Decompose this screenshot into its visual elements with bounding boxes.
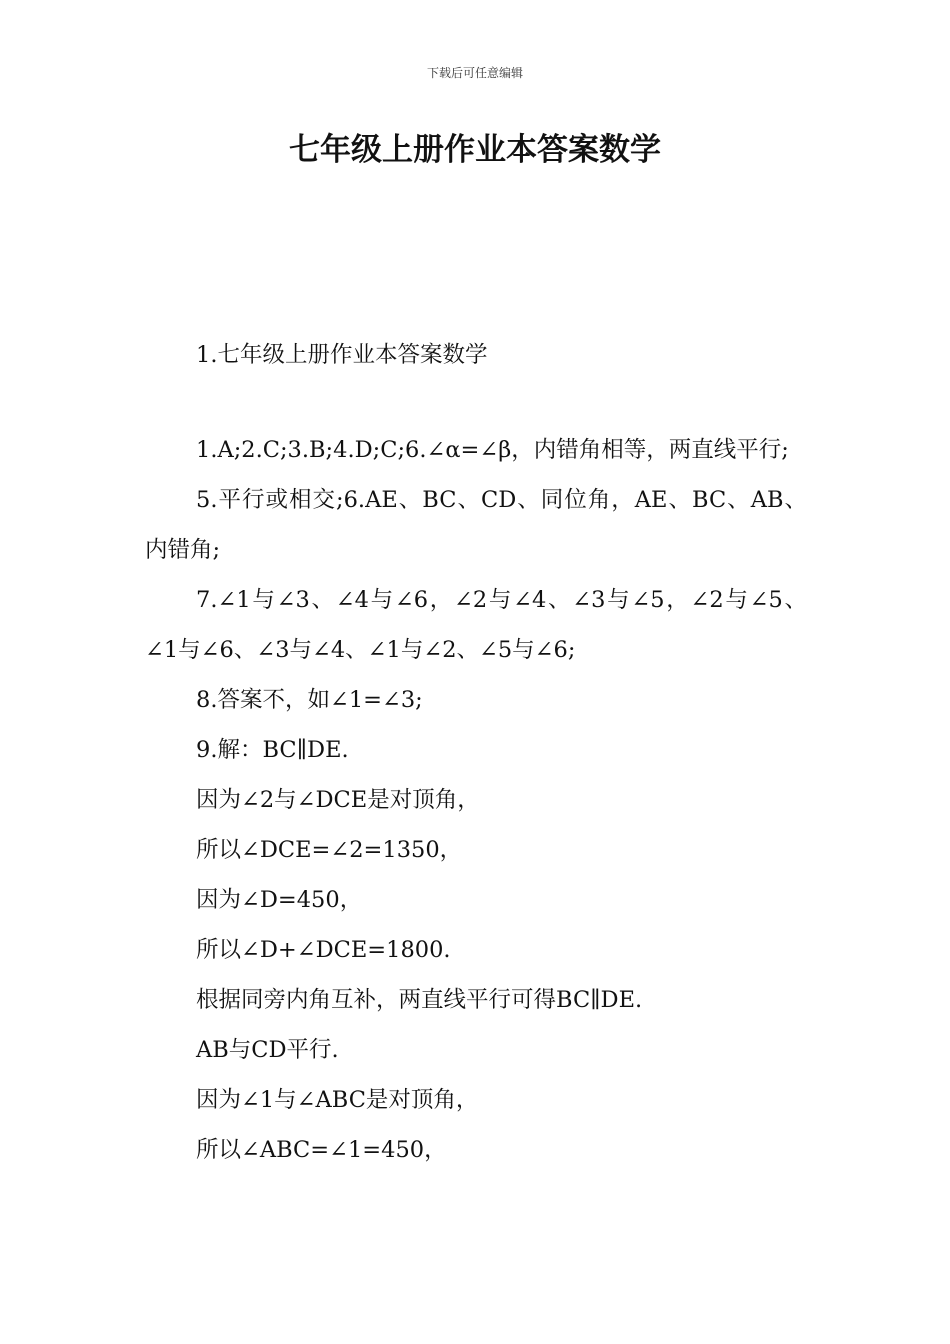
document-title: 七年级上册作业本答案数学: [289, 132, 661, 168]
answer-paragraph: 7.∠1与∠3、∠4与∠6，∠2与∠4、∠3与∠5，∠2与∠5、∠1与∠6、∠3与∠4、∠1与∠2、∠5与∠6;: [145, 587, 807, 663]
answer-paragraph: 所以∠ABC=∠1=450，: [196, 1137, 447, 1163]
answer-paragraph: 因为∠2与∠DCE是对顶角，: [196, 787, 480, 813]
answer-paragraph: 9.解：BC∥DE.: [196, 737, 349, 763]
answer-paragraph: AB与CD平行.: [196, 1037, 339, 1063]
answer-paragraph: 因为∠D=450，: [196, 887, 363, 913]
answer-paragraph: 根据同旁内角互补，两直线平行可得BC∥DE.: [196, 987, 643, 1013]
answer-paragraph: 所以∠D+∠DCE=1800.: [196, 937, 451, 963]
answer-paragraph: 所以∠DCE=∠2=1350，: [196, 837, 463, 863]
document-body: [145, 330, 807, 1175]
answer-paragraph: 1.A;2.C;3.B;4.D;C;6.∠α=∠β，内错角相等，两直线平行;: [196, 437, 789, 463]
answer-paragraph: 8.答案不，如∠1=∠3;: [196, 687, 423, 713]
answer-paragraph: 因为∠1与∠ABC是对顶角，: [196, 1087, 479, 1113]
header-note: 下载后可任意编辑: [426, 66, 523, 80]
answer-paragraph: 5.平行或相交;6.AE、BC、CD、同位角，AE、BC、AB、内错角;: [145, 487, 807, 563]
section-heading: 1.七年级上册作业本答案数学: [196, 342, 488, 368]
